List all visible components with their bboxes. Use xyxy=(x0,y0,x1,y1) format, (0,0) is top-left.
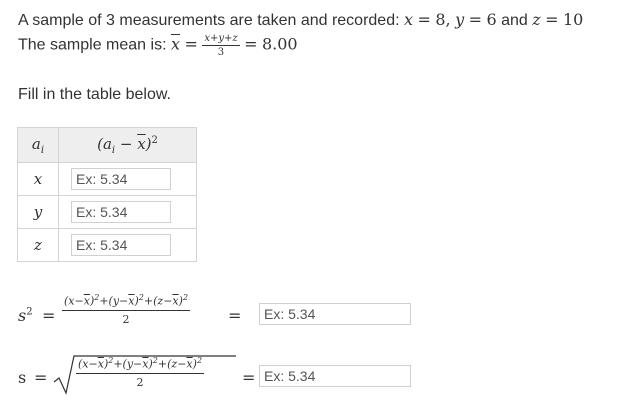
var-x: x xyxy=(404,10,414,29)
var-z: z xyxy=(532,10,541,29)
instruction: Fill in the table below. xyxy=(18,86,171,103)
z-value: 10 xyxy=(562,10,584,29)
stddev-equals: = xyxy=(34,368,48,387)
header-ai: $a_i$ xyxy=(18,128,59,163)
mean-value: 8.00 xyxy=(261,34,298,54)
row-label-y: y xyxy=(18,196,59,229)
x-value: 8 xyxy=(435,10,446,29)
variance-result-equals: = xyxy=(228,306,242,325)
mean-text: The sample mean is: xyxy=(18,36,167,54)
variance-label: $s^2$ xyxy=(18,306,33,325)
stddev-input[interactable] xyxy=(259,365,411,387)
variance-input[interactable] xyxy=(259,303,411,325)
variance-equals: = xyxy=(42,306,56,325)
input-z-deviation[interactable] xyxy=(71,234,171,256)
mean-symbol: $\overline{x}$ xyxy=(170,34,180,54)
problem-statement: A sample of 3 measurements are taken and recorded: x = 8, y = 6 and z = 10 xyxy=(18,10,584,29)
row-label-x: x xyxy=(18,163,59,196)
sample-mean-line: The sample mean is: $\overline{x}$ = $\frac{x+y+z}{3}$ = 8.00 xyxy=(18,33,298,58)
input-y-deviation[interactable] xyxy=(71,201,171,223)
table-header-row xyxy=(18,128,197,163)
equals: = xyxy=(417,10,431,29)
var-y: y xyxy=(455,10,465,29)
table-row xyxy=(18,163,197,196)
row-label-z: z xyxy=(18,229,59,262)
variance-formula: $\frac{(x-\overline{x})^2+(y-\overline{x})^2+(z-\overline{x})^2}{2}$ xyxy=(64,293,189,326)
deviation-table xyxy=(17,127,197,262)
header-squared-deviation: $(a_i - \overline{x})^2$ xyxy=(59,128,197,163)
mean-fraction: $\frac{x+y+z}{3}$ xyxy=(204,33,238,58)
stddev-result-equals: = xyxy=(242,368,256,387)
and-text: and xyxy=(501,12,528,29)
y-value: 6 xyxy=(486,10,497,29)
intro-text: A sample of 3 measurements are taken and recorded: xyxy=(18,12,400,29)
input-x-deviation[interactable] xyxy=(71,168,171,190)
table-row xyxy=(18,196,197,229)
table-row xyxy=(18,229,197,262)
stddev-formula: $\frac{(x-\overline{x})^2+(y-\overline{x})^2+(z-\overline{x})^2}{2}$ xyxy=(78,356,203,389)
stddev-label: s xyxy=(18,368,27,387)
